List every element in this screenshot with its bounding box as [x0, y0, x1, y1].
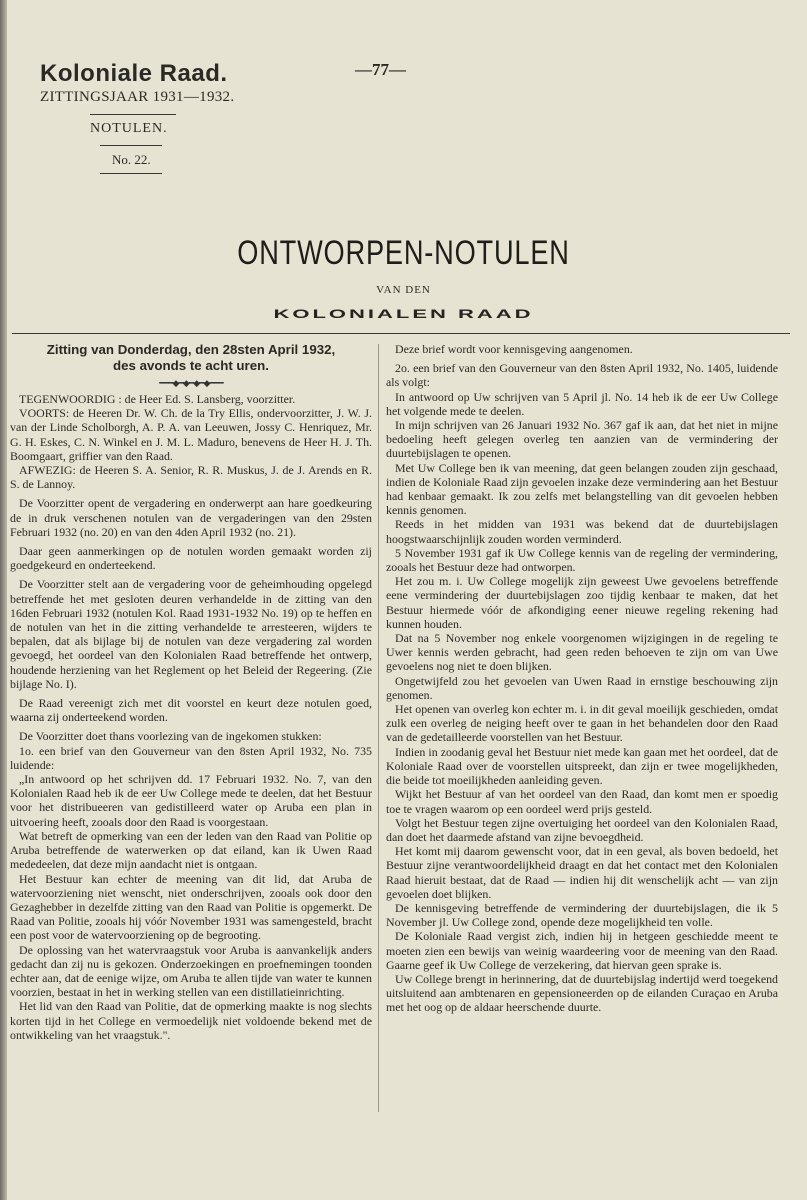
- paragraph: Het zou m. i. Uw College mogelijk zijn geweest Uwe gevoelens betreffende eene vermindering der duurtebijslagen zoo tijdig kenbaar te maken, dat het Bestuur hiermede vóór de afkondiging eener nieuwe regeling rekening had kunnen houden.: [386, 574, 778, 631]
- paragraph: Indien in zoodanig geval het Bestuur niet mede kan gaan met het oordeel, dat de Koloniale Raad over de voorstellen uitspreekt, dan zijn er twee mogelijkheden, die beide tot moeilijkheden aanleiding geven.: [386, 744, 778, 788]
- masthead-rule: [12, 333, 790, 334]
- section-label: NOTULEN.: [90, 121, 168, 136]
- header-rule-bottom: [100, 173, 162, 174]
- paragraph: De Voorzitter stelt aan de vergadering voor de geheimhouding opgelegd betreffende het met gesloten deuren verhandelde in de zitting van den 16den Februari 1932 (notulen Kol. Raad 1931-1932 No. 19) op te heffen en de notulen van het in die zitting verhandelde te arresteeren, wijders te bepalen, dat als bijlage bij de notulen van deze vergadering zal worden gevoegd, het oordeel van den Kolonialen Raad betreffende het ontwerp, houdende herziening van het Reglement op het Beleid der Regeering. (Zie bijlage No. I).: [10, 577, 372, 691]
- paragraph: De Voorzitter doet thans voorlezing van de ingekomen stukken:: [19, 729, 322, 744]
- session-year: ZITTINGSJAAR 1931—1932.: [40, 89, 235, 105]
- paragraph: Het Bestuur kan echter de meening van dit lid, dat Aruba de watervoorziening niet wenscht, niet onderschrijven, zooals ook door den Gezaghebber in dezelfde zitting van den Raad van Politie is opgemerkt. De Raad van Politie, zooals hij vóór November 1931 was samengesteld, bracht een post voor de watervoorziening op de begrooting.: [10, 871, 372, 943]
- paragraph: AFWEZIG: de Heeren S. A. Senior, R. R. Muskus, J. de J. Arends en R. S. de Lannoy.: [10, 463, 372, 492]
- paragraph: De oplossing van het watervraagstuk voor Aruba is aanvankelijk anders gedacht dan zij nu is gekozen. Onderzoekingen en proefnemingen toonden echter aan, dat de eenige wijze, om Aruba te allen tijde van water te kunnen voorzien, bestaat in het in werking stellen van een distillatieinrichting.: [10, 942, 372, 1000]
- paragraph: De Koloniale Raad vergist zich, indien hij in hetgeen geschiedde meent te moeten zien een bewijs van weinig waardeering voor de meening van den Raad. Gaarne geef ik Uw College de verzekering, dat hiervan geen sprake is.: [386, 929, 778, 972]
- paragraph: In antwoord op Uw schrijven van 5 April jl. No. 14 heb ik de eer Uw College het volgende mede te deelen.: [386, 389, 778, 418]
- ornament-divider: ━━━◆━◆━◆━◆━━━: [159, 378, 223, 388]
- paragraph: „In antwoord op het schrijven dd. 17 Februari 1932. No. 7, van den Kolonialen Raad heb ik de eer Uw College mede te deelen, dat het Bestuur voor het distribueeren van gedistilleerd water op Aruba een plan in uitvoering heeft, zooals door den Raad is voorgestaan.: [10, 772, 372, 829]
- paragraph: De kennisgeving betreffende de vermindering der duurtebijslagen, die ik 5 November jl. Uw College zond, opende deze mogelijkheid ten volle.: [386, 900, 778, 930]
- paragraph: Volgt het Bestuur tegen zijne overtuiging het oordeel van den Kolonialen Raad, dan doet het daarmede afstand van zijne bevoegdheid.: [386, 815, 778, 844]
- paragraph: Reeds in het midden van 1931 was bekend dat de duurtebijslagen hoogstwaarschijnlijk zouden worden verminderd.: [386, 517, 778, 546]
- paragraph: TEGENWOORDIG : de Heer Ed. S. Lansberg, voorzitter.: [19, 392, 296, 406]
- header-rule-top: [90, 114, 176, 115]
- paragraph: Ongetwijfeld zou het gevoelen van Uwen Raad in ernstige beschouwing zijn genomen.: [386, 673, 778, 702]
- page-binding-edge: [0, 0, 7, 1200]
- header-rule-middle: [100, 145, 162, 146]
- issue-number: No. 22.: [112, 152, 151, 167]
- paragraph: De Raad vereenigt zich met dit voorstel en keurt deze notulen goed, waarna zij onderteekend worden.: [10, 696, 372, 725]
- paragraph: 1o. een brief van den Gouverneur van den 8sten April 1932, No. 735 luidende:: [10, 743, 372, 772]
- main-title: ONTWORPEN-NOTULEN: [237, 234, 570, 272]
- paragraph: Uw College brengt in herinnering, dat de duurtebijslag indertijd werd toegekend uitsluitend aan ambtenaren en gepensioneerden op de eilanden Curaçao en Aruba met het oog op de aldaar heerschende duurte.: [386, 971, 778, 1015]
- page-number: —77—: [355, 60, 406, 79]
- right-column: [386, 342, 778, 1015]
- paragraph: Wat betreft de opmerking van een der leden van den Raad van Politie op Aruba betreffende de waterwerken op dat eiland, kan ik Uwen Raad mededeelen, dat deze mijn aandacht niet is ontgaan.: [10, 828, 372, 872]
- paragraph: Het openen van overleg kon echter m. i. in dit geval moeilijk geschieden, omdat zulk een overleg de neiging heeft over te gaan in het behandelen door den Raad van de gedetailleerde voorstellen van het Bestuur.: [386, 702, 778, 745]
- paragraph: VOORTS: de Heeren Dr. W. Ch. de la Try Ellis, ondervoorzitter, J. W. J. van der Linde Scholborgh, A. P. A. van Leeuwen, Jossy C. Henriquez, Mr. G. H. Eskes, C. N. Winkel en J. M. L. Maduro, benevens de Heer H. J. Th. Boomgaart, griffier van den Raad.: [10, 406, 372, 463]
- paragraph: 2o. een brief van den Gouverneur van den 8sten April 1932, No. 1405, luidende als volgt:: [386, 361, 778, 390]
- masthead-subtitle: VAN DEN: [376, 284, 431, 296]
- paragraph: Met Uw College ben ik van meening, dat geen belangen zouden zijn geschaad, indien de Koloniale Raad zijn gevoelen inzake deze vermindering aan het Bestuur had kenbaar gemaakt. Ik zou zelfs met belangstelling van dit gevoelen hebben kennis genomen.: [386, 460, 778, 518]
- left-paragraphs: [10, 392, 372, 1042]
- paragraph: Deze brief wordt voor kennisgeving aangenomen.: [395, 342, 633, 356]
- paragraph: 5 November 1931 gaf ik Uw College kennis van de regeling der vermindering, zooals het Bestuur deze had ontworpen.: [386, 545, 778, 575]
- paragraph: De Voorzitter opent de vergadering en onderwerpt aan hare goedkeuring de in druk verschenen notulen van de vergaderingen van den 29sten Februari 1932 (no. 20) en van den 4den April 1932 (no. 21).: [10, 496, 372, 539]
- paragraph: Het lid van den Raad van Politie, dat de opmerking maakte is nog slechts korten tijd in het College en vermoedelijk niet voldoende bekend met de ontwikkeling van het vraagstuk.".: [10, 999, 372, 1042]
- paragraph: Het komt mij daarom gewenscht voor, dat in een geval, als boven bedoeld, het Bestuur zijne verantwoordelijkheid draagt en dat het contact met den Kolonialen Raad hieruit bestaat, dat de Raad — indien hij dit wenschelijk acht — van zijn gevoelen doet blijken.: [386, 844, 778, 901]
- publication-title: Koloniale Raad.: [40, 60, 228, 87]
- paragraph: Daar geen aanmerkingen op de notulen worden gemaakt worden zij goedgekeurd en onderteekend.: [10, 544, 372, 573]
- session-heading-line1: Zitting van Donderdag, den 28sten April 1932,: [46, 342, 336, 357]
- session-heading-line2: des avonds te acht uren.: [113, 358, 269, 373]
- paragraph: Dat na 5 November nog enkele voorgenomen wijzigingen in de regeling te Uwer kennis werden gebracht, had geen reden behoeven te zijn om van Uwe gevoelens nog niet te doen blijken.: [386, 631, 778, 674]
- paragraph: Wijkt het Bestuur af van het oordeel van den Raad, dan komt men er spoedig toe te vragen waarom op een oordeel werd prijs gesteld.: [386, 787, 778, 816]
- column-divider: [378, 344, 379, 1112]
- left-column: [10, 342, 372, 1042]
- right-paragraphs: [386, 342, 778, 1015]
- paragraph: In mijn schrijven van 26 Januari 1932 No. 367 gaf ik aan, dat het niet in mijne bedoeling heeft gelegen overleg ten aanzien van de vermindering der duurtebijslagen te openen.: [386, 418, 778, 461]
- council-banner: KOLONIALEN RAAD: [273, 306, 534, 321]
